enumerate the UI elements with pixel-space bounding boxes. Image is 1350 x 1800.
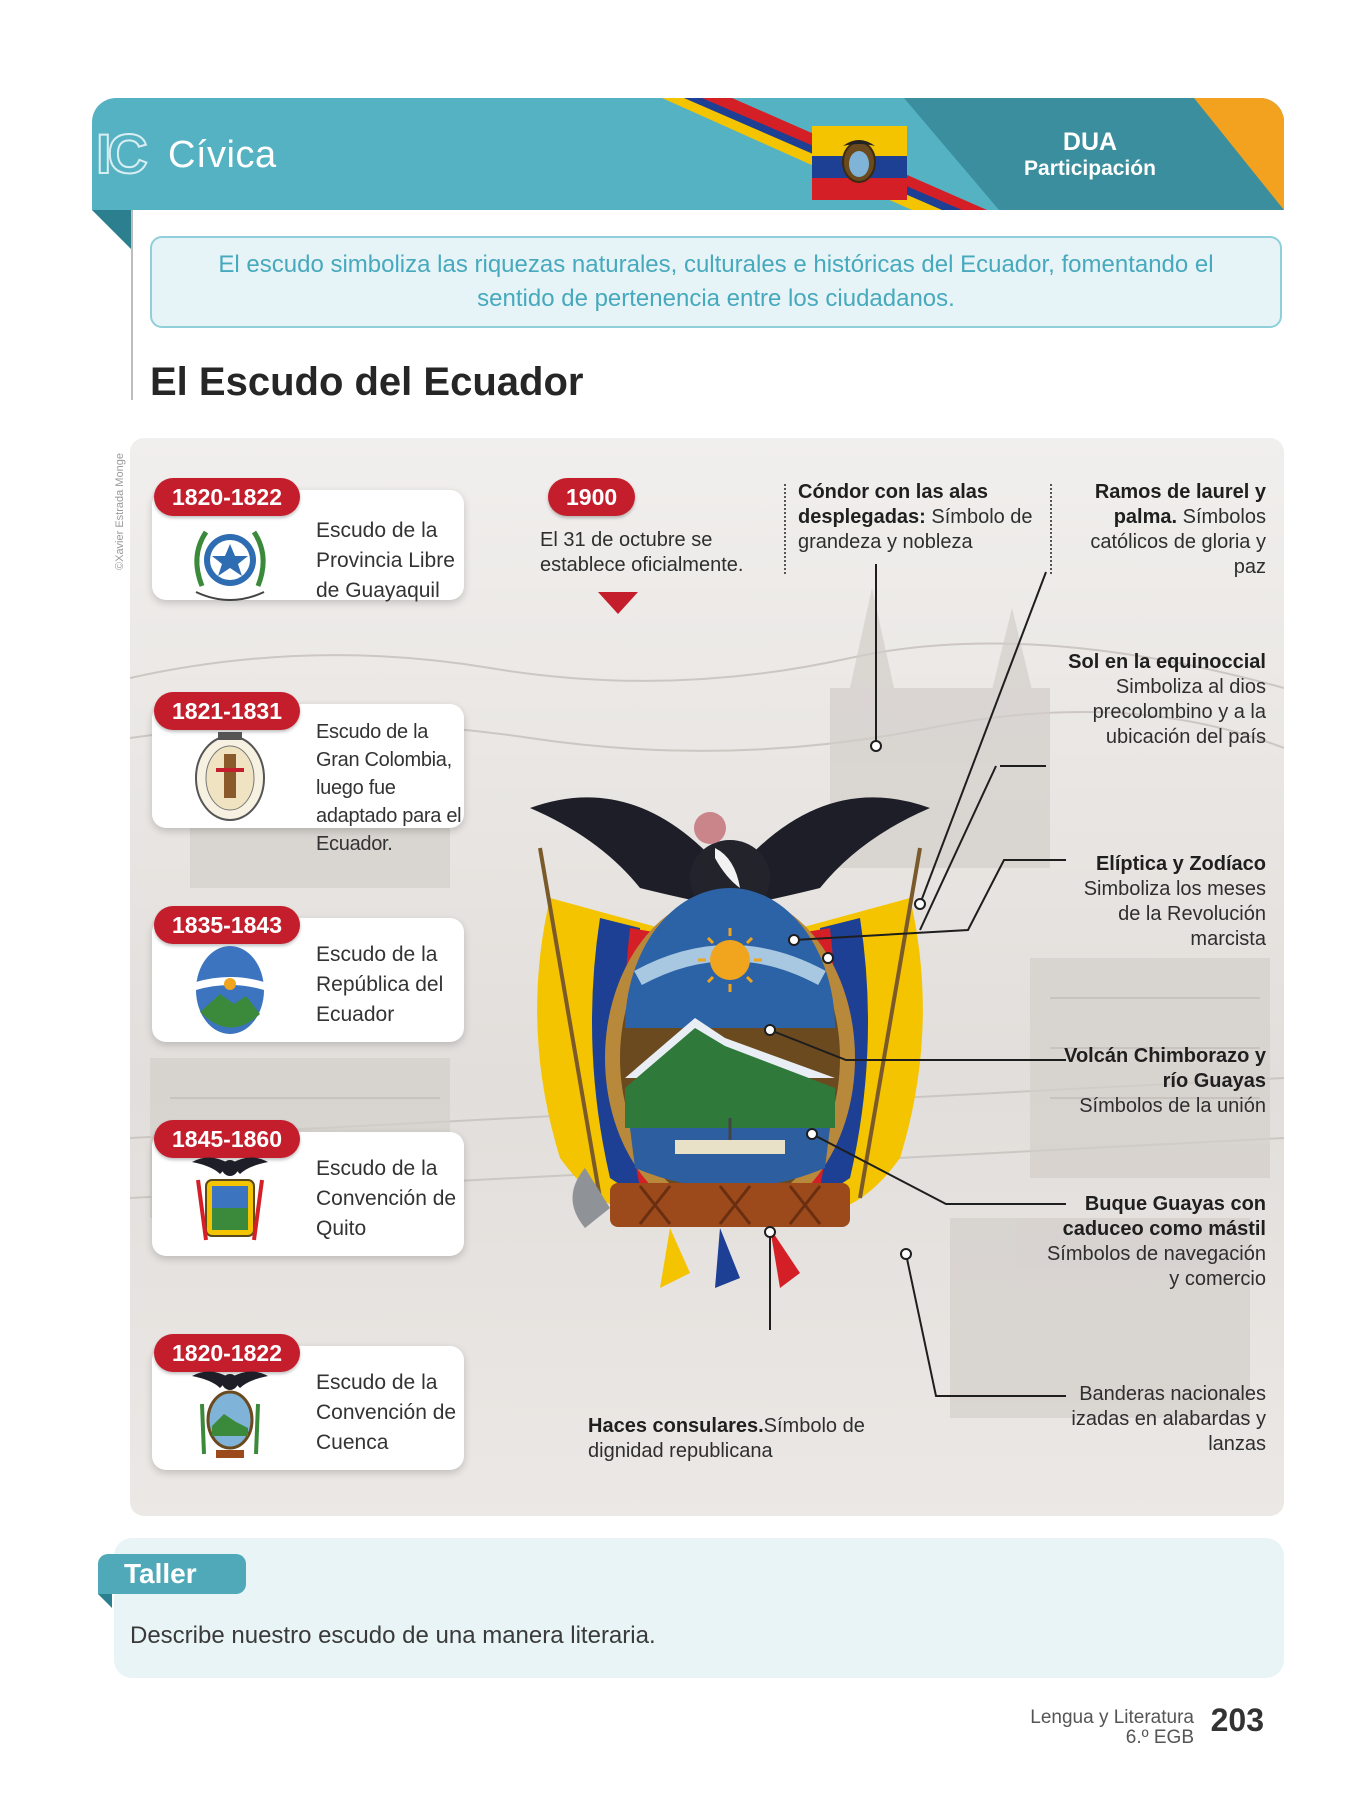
dua-title: DUA — [1062, 128, 1118, 156]
label-condor-title: Cóndor con las alas desplegadas: — [798, 481, 989, 528]
ic-logo: IC — [96, 122, 144, 185]
footer-grade: 6.º EGB — [1125, 1727, 1194, 1748]
label-eliptica-text: Simboliza los meses de la Revolución marcista — [1083, 878, 1266, 950]
republica-shield-icon — [190, 942, 270, 1038]
taller-fold — [98, 1594, 112, 1608]
intro-text: El escudo simboliza las riquezas naturales, culturales e históricas del Ecuador, fomentando el sentido de pertenencia entre los ciudadanos. — [218, 251, 1214, 312]
label-sol-text: Simboliza al dios precolombino y a la ubicación del país — [1092, 676, 1266, 748]
label-haces-title: Haces consulares. — [588, 1415, 764, 1437]
quito-shield-icon — [184, 1150, 276, 1250]
year-1900-marker-icon — [598, 592, 638, 614]
dua-badge — [1010, 128, 1170, 182]
ecuador-flag-ribbon-icon — [662, 98, 1022, 210]
label-haces-text: Símbolo de dignidad republicana — [588, 1415, 865, 1462]
header-fold — [92, 210, 132, 250]
year-pill: 1821-1831 — [154, 692, 300, 730]
label-laurel-text: Símbolos católicos de gloria y paz — [1090, 506, 1266, 578]
year-1900-text: El 31 de octubre se establece oficialmente. — [540, 529, 744, 576]
cuenca-shield-icon — [184, 1364, 276, 1464]
label-haces — [588, 1414, 908, 1464]
dua-subtitle: Participación — [1024, 157, 1156, 180]
label-condor — [798, 480, 1038, 555]
year-pill: 1820-1822 — [154, 478, 300, 516]
timeline-text: Escudo de la Provincia Libre de Guayaquil — [316, 519, 455, 602]
label-laurel — [1060, 480, 1266, 580]
label-eliptica-title: Elíptica y Zodíaco — [1095, 853, 1266, 875]
intro-box — [150, 236, 1282, 328]
label-sol-title: Sol en la equinoccial — [1068, 651, 1266, 673]
timeline-text: Escudo de la Convención de Quito — [316, 1157, 457, 1240]
year-pill: 1820-1822 — [154, 1334, 300, 1372]
guayaquil-shield-icon — [182, 516, 278, 612]
label-volcan-text: Símbolos de la unión — [1079, 1095, 1266, 1117]
page-title: El Escudo del Ecuador — [150, 360, 584, 404]
gran-colombia-shield-icon — [188, 726, 272, 826]
timeline-text: Escudo de la Gran Colombia, luego fue adaptado para el Ecuador. — [316, 721, 462, 855]
label-condor-text: Símbolo de grandeza y nobleza — [798, 506, 1033, 553]
year-pill: 1845-1860 — [154, 1120, 300, 1158]
left-rule — [131, 210, 133, 400]
label-laurel-title: Ramos de laurel y palma. — [1094, 481, 1266, 528]
timeline-text: Escudo de la Convención de Cuenca — [316, 1371, 457, 1454]
dotted-separator — [1050, 484, 1052, 574]
year-pill: 1835-1843 — [154, 906, 300, 944]
taller-box — [114, 1538, 1284, 1678]
ecuador-coat-of-arms-icon — [490, 728, 970, 1288]
photo-credit-text: ©Xavier Estrada Monge — [114, 453, 126, 570]
year-1900-pill: 1900 — [548, 478, 635, 516]
footer-subject — [1030, 1708, 1194, 1748]
label-banderas: Banderas nacionales izadas en alabardas y lanzas — [1071, 1383, 1266, 1455]
label-sol — [1046, 650, 1266, 750]
page-number: 203 — [1210, 1702, 1264, 1738]
label-buque-text: Símbolos de navegación y comercio — [1046, 1243, 1266, 1290]
label-volcan — [1036, 1044, 1266, 1119]
section-title: Cívica — [168, 134, 277, 176]
taller-tab: Taller — [98, 1554, 246, 1594]
photo-credit — [114, 440, 126, 570]
label-volcan-title: Volcán Chimborazo y río Guayas — [1064, 1045, 1266, 1092]
taller-prompt: Describe nuestro escudo de una manera literaria. — [130, 1622, 656, 1649]
dotted-separator — [784, 484, 786, 574]
section-header — [92, 98, 1284, 210]
label-eliptica — [1066, 852, 1266, 952]
infographic — [130, 438, 1284, 1516]
label-buque — [1036, 1192, 1266, 1292]
label-buque-title: Buque Guayas con caduceo como mástil — [1062, 1193, 1266, 1240]
timeline-text: Escudo de la República del Ecuador — [316, 943, 444, 1026]
footer-subject-name: Lengua y Literatura — [1030, 1707, 1194, 1728]
